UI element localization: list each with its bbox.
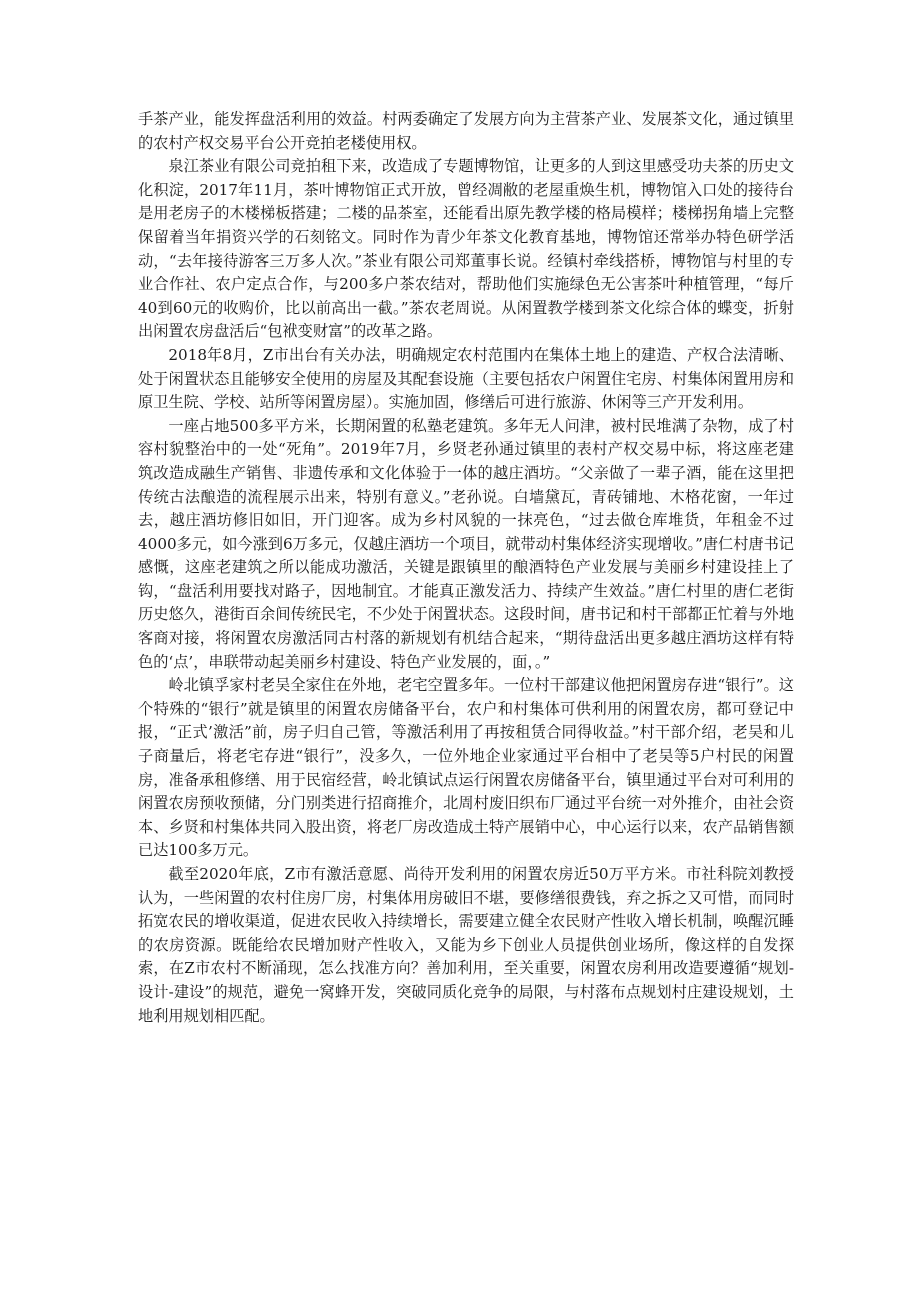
paragraph: 岭北镇孚家村老吴全家住在外地，老宅空置多年。一位村干部建议他把闲置房存进“银行”。这个特殊的“银行”就是镇里的闲置农房储备平台，农户和村集体可供利用的闲置农房，都可登记中报，“正式’激活”前，房子归自己管，等激活利用了再按租赁合同得收益。”村干部介绍，老吴和儿子商量后，将老宅存进“银行”，没多久，一位外地企业家通过平台相中了老吴等5户村民的闲置房，准备承租修缮、用于民宿经营，岭北镇试点运行闲置农房储备平台，镇里通过平台对可利用的闲置农房预收预储，分门别类进行招商推介，北周村废旧织布厂通过平台统一对外推介，由社会资本、乡贤和村集体共同入股出资，将老厂房改造成土特产展销中心，中心运行以来，农产品销售额已达100多万元。 [138, 676, 794, 860]
paragraph: 泉江茶业有限公司竞拍租下来，改造成了专题博物馆，让更多的人到这里感受功夫茶的历史文化积淀，2017年11月，茶叶博物馆正式开放，曾经凋敝的老屋重焕生机，博物馆入口处的接待台是用老房子的木楼梯板搭建；二楼的品茶室，还能看出原先教学楼的格局模样；楼梯拐角墙上完整保留着当年捐资兴学的石刻铭文。同时作为青少年茶文化教育基地，博物馆还常举办特色研学活动，“去年接待游客三万多人次。”茶业有限公司郑董事长说。经镇村牵线搭桥，博物馆与村里的专业合作社、农户定点合作，与200多户茶农结对，帮助他们实施绿色无公害茶叶种植管理，“每斤40到60元的收购价，比以前高出一截。”茶农老周说。从闲置教学楼到茶文化综合体的蝶变，折射出闲置农房盘活后“包袱变财富”的改革之路。 [138, 157, 794, 341]
paragraph-continued: 手茶产业，能发挥盘活利用的效益。村两委确定了发展方向为主营茶产业、发展茶文化，通过镇里的农村产权交易平台公开竞拍老楼使用权。 [138, 110, 794, 152]
paragraph: 一座占地500多平方米，长期闲置的私塾老建筑。多年无人问津，被村民堆满了杂物，成了村容村貌整治中的一处“死角”。2019年7月，乡贤老孙通过镇里的表村产权交易中标，将这座老建筑改造成融生产销售、非遗传承和文化体验于一体的越庄酒坊。“父亲做了一辈子酒，能在这里把传统古法酿造的流程展示出来，特别有意义。”老孙说。白墙黛瓦，青砖铺地、木格花窗，一年过去，越庄酒坊修旧如旧，开门迎客。成为乡村风貌的一抹亮色，“过去做仓库堆货，年租金不过4000多元，如今涨到6万多元，仅越庄酒坊一个项目，就带动村集体经济实现增收。”唐仁村唐书记感慨，这座老建筑之所以能成功激活，关键是跟镇里的酿酒特色产业发展与美丽乡村建设挂上了钩，“盘活利用要找对路子，因地制宜。才能真正激发活力、持续产生效益。”唐仁村里的唐仁老街历史悠久，港街百余间传统民宅，不少处于闲置状态。这段时间，唐书记和村干部都正忙着与外地客商对接，将闲置农房激活同古村落的新规划有机结合起来，“期待盘活出更多越庄酒坊这样有特色的‘点’，串联带动起美丽乡村建设、特色产业发展的，面，。” [138, 416, 794, 671]
paragraph: 截至2020年底，Z市有激活意愿、尚待开发利用的闲置农房近50万平方米。市社科院刘教授认为，一些闲置的农村住房厂房，村集体用房破旧不堪，要修缮很费钱，弃之拆之又可惜，而同时拓宽农民的增收渠道，促进农民收入持续增长，需要建立健全农民财产性收入增长机制，唤醒沉睡的农房资源。既能给农民增加财产性收入，又能为乡下创业人员提供创业场所，像这样的自发探索，在Z市农村不断涌现，怎么找准方向？善加利用，至关重要，闲置农房利用改造要遵循“规划-设计-建设”的规范，避免一窝蜂开发，突破同质化竞争的局限，与村落布点规划村庄建设规划，土地利用规划相匹配。 [138, 865, 794, 1025]
document-body [138, 108, 794, 1028]
paragraph: 2018年8月，Z市出台有关办法，明确规定农村范围内在集体土地上的建造、产权合法清晰、处于闲置状态且能够安全使用的房屋及其配套设施（主要包括农户闲置住宅房、村集体闲置用房和原卫生院、学校、站所等闲置房屋）。实施加固，修缮后可进行旅游、休闲等三产开发利用。 [138, 345, 794, 412]
